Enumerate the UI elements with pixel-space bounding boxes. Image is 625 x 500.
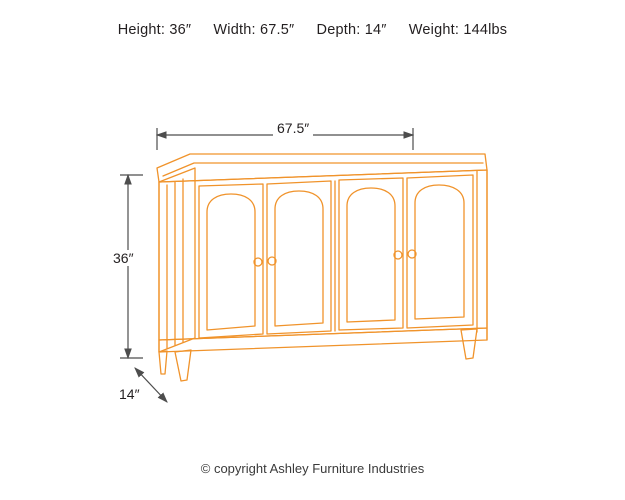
diagram-svg [95, 90, 535, 430]
cabinet-door-3 [339, 178, 403, 330]
spec-weight: Weight: 144lbs [408, 22, 508, 38]
cabinet-top-surface [157, 154, 487, 182]
cabinet-door-2 [267, 181, 331, 334]
cabinet-outline [157, 154, 487, 381]
cabinet-leg-front-right [461, 329, 477, 359]
spec-height: Height: 36″ [117, 22, 192, 38]
cabinet-left-side-panel [159, 168, 195, 352]
cabinet-leg-back-left [159, 351, 167, 374]
furniture-diagram [95, 90, 535, 430]
width-dimension-label: 67.5″ [273, 120, 313, 136]
door-2-arch-panel [275, 191, 323, 326]
cabinet-leg-front-left [175, 350, 191, 381]
door-3-arch-panel [347, 188, 395, 322]
cabinet-door-1 [199, 184, 263, 338]
specs-line [0, 22, 625, 38]
door-1-arch-panel [207, 194, 255, 330]
door-4-arch-panel [415, 185, 464, 319]
spec-width: Width: 67.5″ [213, 22, 295, 38]
cabinet-top-inner-edge [163, 163, 483, 176]
height-dimension-label: 36″ [109, 250, 138, 266]
copyright-notice: © copyright Ashley Furniture Industries [200, 461, 425, 476]
depth-dimension-label: 14″ [115, 386, 144, 402]
spec-depth: Depth: 14″ [316, 22, 387, 38]
